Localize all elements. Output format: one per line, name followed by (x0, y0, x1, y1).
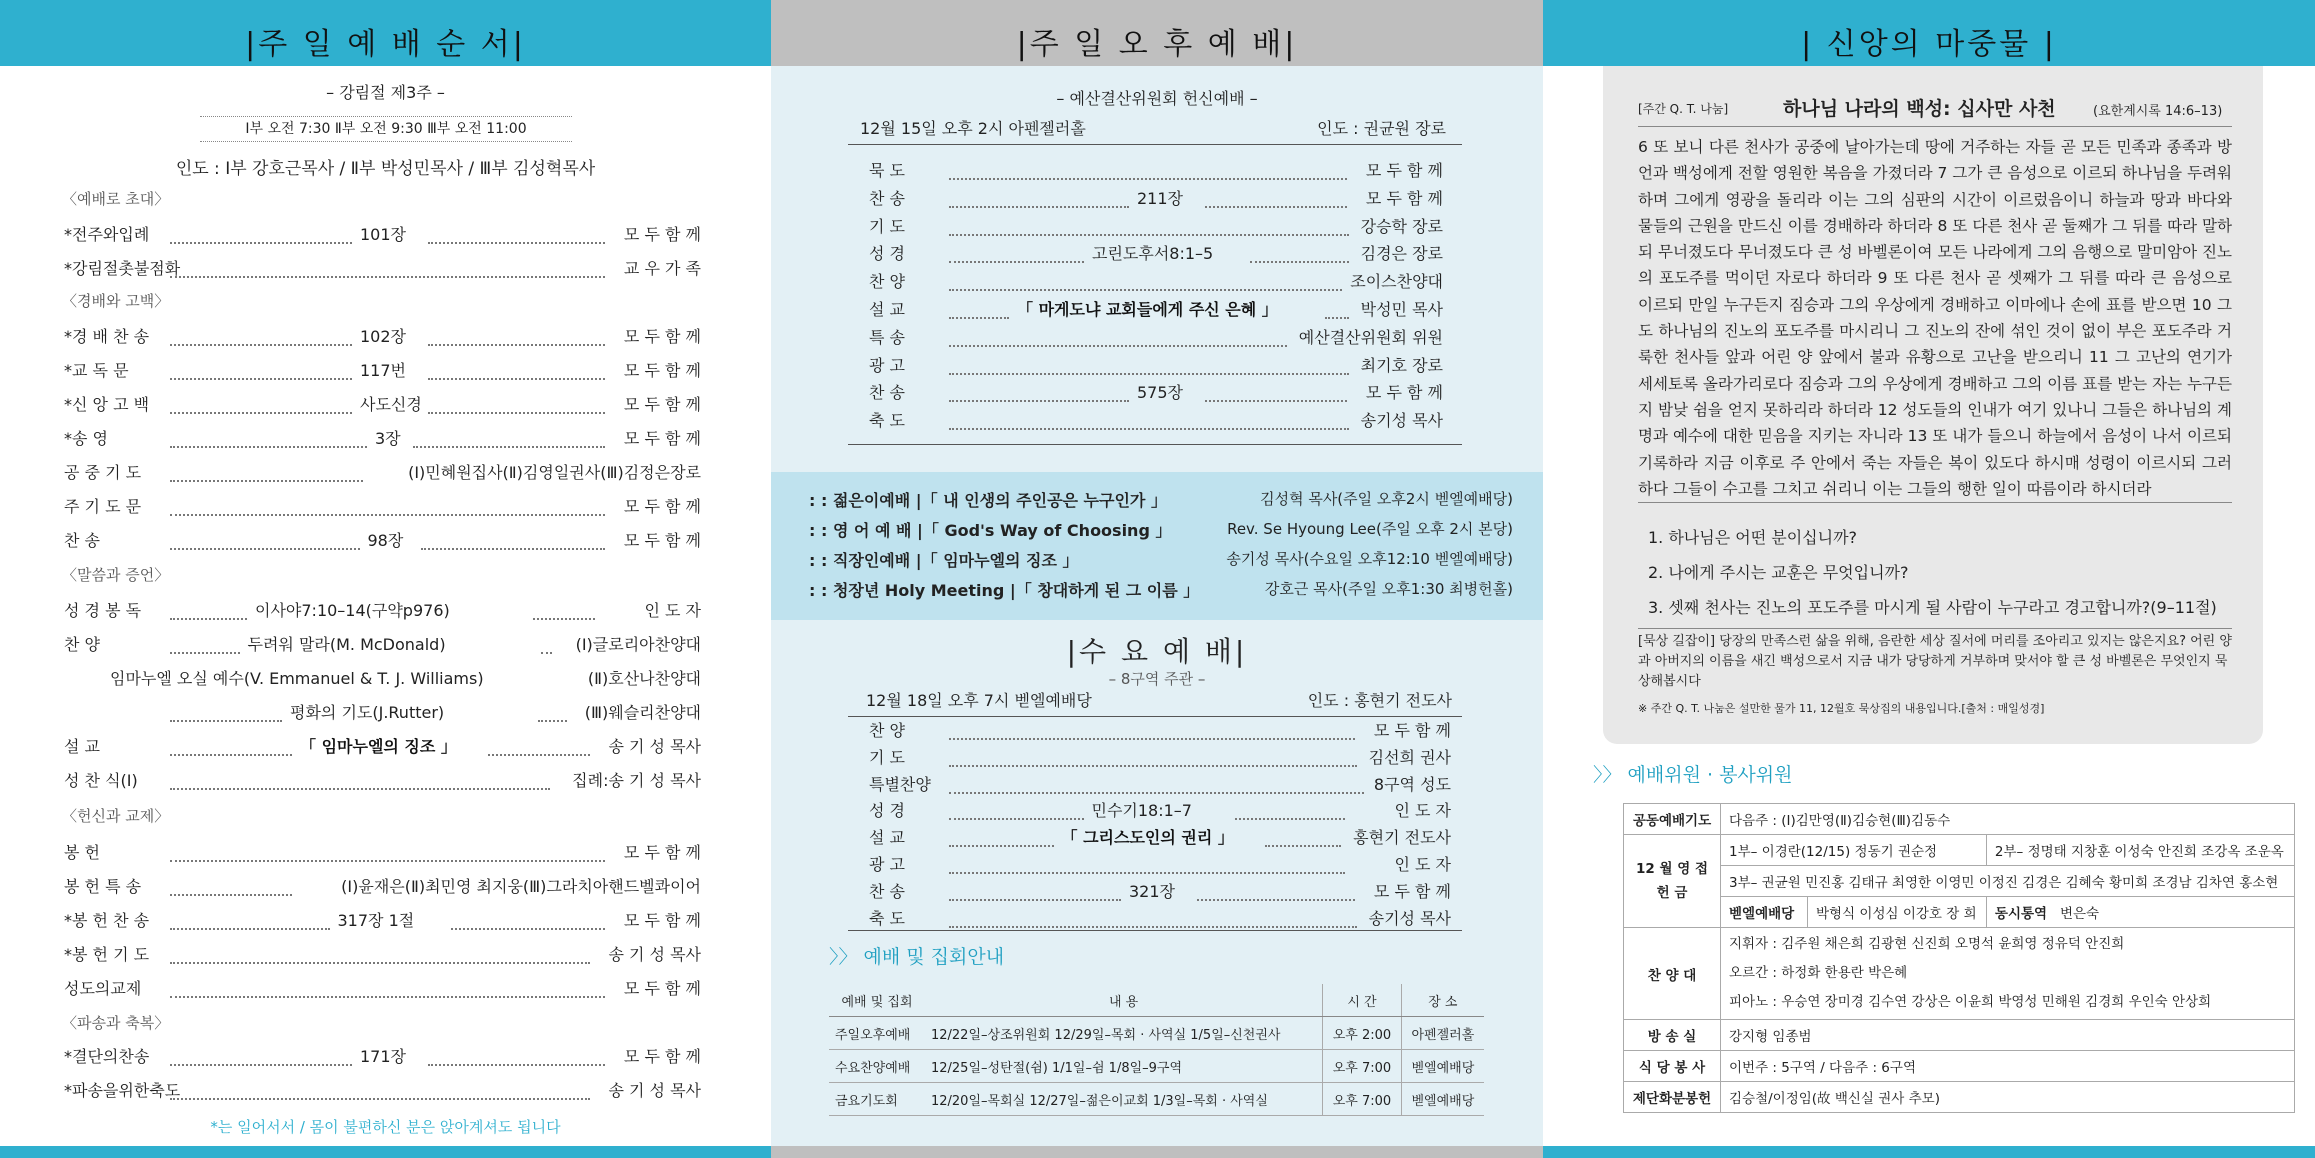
order-item-label: *전주와입례 (64, 225, 150, 244)
leader-dots (170, 598, 247, 620)
leader-dots (1265, 825, 1342, 847)
order-item (771, 408, 1543, 438)
order-item (0, 700, 771, 730)
divider (848, 930, 1462, 931)
leader-dots (949, 353, 1349, 375)
order-item-label: 찬 양 (869, 721, 905, 740)
order-item-detail: 「 그리스도인의 권리 」 (1061, 828, 1234, 848)
faith-title: | 신앙의 마중물 | (1543, 0, 2315, 66)
order-item-detail: 사도신경 (360, 395, 422, 414)
order-item-label: 묵 도 (869, 161, 905, 180)
standing-note: *는 일어서서 / 몸이 불편하신 분은 앉아계셔도 됩니다 (210, 1118, 561, 1136)
qt-box (1603, 66, 2263, 744)
order-item (0, 942, 771, 972)
order-item-label: 공 중 기 도 (64, 463, 142, 482)
order-item-label: *송 영 (64, 429, 108, 448)
order-item (0, 256, 771, 286)
schedule-cell: 아펜젤러홀 (1401, 1017, 1484, 1050)
leader-dots (949, 214, 1349, 236)
divider (1638, 502, 2232, 503)
qt-source: ※ 주간 Q. T. 나눔은 설만한 물가 11, 12월호 묵상집의 내용입니다.[출처 : 매일성경] (1638, 702, 2045, 715)
order-item-detail: 이사야7:10–14(구약p976) (255, 601, 450, 620)
order-item-person: 모 두 함 께 (623, 979, 701, 998)
leader-dots (949, 745, 1357, 767)
leader-dots (170, 494, 605, 516)
afternoon-datetime: 12월 15일 오후 2시 아펜젤러홀 (860, 119, 1086, 138)
order-item-person: 송 기 성 목사 (608, 945, 701, 964)
order-item (771, 158, 1543, 188)
order-item-person: 김선희 권사 (1368, 747, 1451, 767)
order-item (771, 353, 1543, 383)
youth-worship-item (809, 488, 1513, 516)
leader-dots (428, 392, 605, 414)
divider (1638, 126, 2232, 127)
order-item (0, 426, 771, 456)
youth-worship-item (809, 578, 1513, 606)
order-item-person: 김경은 장로 (1360, 244, 1443, 264)
order-item (771, 186, 1543, 216)
youth-worship-info: 강호근 목사(주일 오후1:30 최병헌홀) (1264, 580, 1513, 598)
bethel-label: 벧엘예배당 (1721, 897, 1808, 928)
order-item-label: 찬 양 (869, 272, 905, 292)
leader-dots (170, 874, 292, 896)
order-item-person: (Ⅰ)글로리아찬양대 (575, 635, 701, 654)
order-item (771, 745, 1543, 775)
leader-dots (1235, 798, 1346, 820)
leader-dots (413, 426, 605, 448)
column-faith-prime (1543, 0, 2315, 1158)
youth-worship-info: Rev. Se Hyoung Lee(주일 오후 2시 본당) (1227, 520, 1513, 538)
order-item-label: 기 도 (869, 216, 905, 236)
leader-dots (949, 718, 1355, 740)
leader-dots (170, 768, 550, 790)
order-item-label: 찬 양 (64, 635, 100, 654)
order-item-label: 찬 송 (869, 188, 905, 208)
schedule-header: 장 소 (1401, 984, 1484, 1017)
order-item-label: 설 교 (64, 737, 100, 756)
wednesday-title: |수 요 예 배| (1066, 635, 1248, 668)
order-item (0, 222, 771, 252)
schedule-cell: 벧엘예배당 (1401, 1083, 1484, 1116)
leader-dots (949, 772, 1364, 794)
order-item-label: 특별찬양 (869, 774, 931, 794)
section-word-testimony: 〈말씀과 증언〉 (62, 566, 170, 584)
youth-worship-info: 김성혁 목사(주일 오후2시 벧엘예배당) (1260, 490, 1513, 508)
schedule-cell: 벧엘예배당 (1401, 1050, 1484, 1083)
order-item (0, 324, 771, 354)
usher-2: 2부– 정명태 지창훈 이성숙 안진희 조강옥 조운옥 (1986, 835, 2294, 866)
order-item (0, 528, 771, 558)
order-item (0, 768, 771, 798)
order-item-person: 모 두 함 께 (623, 429, 701, 448)
leader-dots (1325, 297, 1349, 319)
choir-value (1721, 928, 2295, 1020)
schedule-cell: 12/20일–목회실 12/27일–젊은이교회 1/3일–목회 · 사역실 (925, 1083, 1323, 1116)
leader-dots (428, 358, 605, 380)
order-item (0, 494, 771, 524)
order-item-label: *경 배 찬 송 (64, 327, 150, 346)
order-item-person: 모 두 함 께 (1373, 881, 1451, 901)
kitchen-value: 이번주 : 5구역 / 다음주 : 6구역 (1721, 1051, 2295, 1082)
usher-1: 1부– 이경란(12/15) 정동기 권순정 (1721, 835, 1987, 866)
afternoon-info (848, 116, 1462, 145)
order-item-person: 모 두 함 께 (623, 361, 701, 380)
order-item (0, 392, 771, 422)
order-item-label: 찬 송 (869, 383, 905, 403)
order-item-label: *강림절촛불점화 (64, 259, 181, 278)
leader-dots (170, 528, 360, 550)
order-item (0, 1078, 771, 1108)
order-item-person: 송기성 목사 (1368, 908, 1451, 928)
order-item-label: *결단의찬송 (64, 1047, 150, 1066)
order-item-person: 최기호 장로 (1360, 355, 1443, 375)
order-item-detail: 임마누엘 오실 예수(V. Emmanuel & T. J. Williams) (110, 669, 484, 688)
choir-conductors: 지휘자 : 김주원 채은희 김광현 신진희 오명석 윤희영 정유덕 안진희 (1729, 936, 2125, 952)
order-item-person: (Ⅱ)호산나찬양대 (587, 669, 701, 688)
order-item-person: 인 도 자 (644, 601, 701, 620)
order-item-label: *봉 헌 찬 송 (64, 911, 150, 930)
order-item-detail: 171장 (360, 1047, 406, 1066)
leader-dots (170, 358, 352, 380)
leader-dots (428, 324, 605, 346)
order-item-label: *봉 헌 기 도 (64, 945, 150, 964)
schedule-cell: 오후 7:00 (1323, 1050, 1402, 1083)
order-item-detail: 98장 (367, 531, 404, 550)
advent-subtitle: – 강림절 제3주 – (326, 83, 445, 102)
schedule-row (829, 1083, 1484, 1116)
order-item-label: 주 기 도 문 (64, 497, 142, 516)
bethel-value: 박형식 이성심 이강호 장 희 (1808, 897, 1987, 928)
leader-dots (170, 908, 330, 930)
order-item-label: 성도의교제 (64, 979, 142, 998)
order-item (771, 772, 1543, 802)
order-item-detail: 고린도후서8:1–5 (1092, 244, 1214, 264)
schedule-cell: 금요기도회 (829, 1083, 925, 1116)
order-item (0, 1044, 771, 1074)
kitchen-label: 식 당 봉 사 (1624, 1051, 1721, 1082)
leader-dots (170, 632, 240, 654)
order-item (0, 632, 771, 662)
choir-organ: 오르간 : 하정화 한용란 박은혜 (1729, 965, 1908, 981)
leader-dots (949, 879, 1121, 901)
choir-label: 찬 양 대 (1624, 928, 1721, 1020)
qt-scripture: 6 또 보니 다른 천사가 공중에 날아가는데 땅에 거주하는 자들 곧 모든 민족과 종족과 방언과 백성에게 전할 영원한 복음을 가졌더라 7 그가 큰 음성으로 이르되 하나님을 두려워하며 그에게 영광을 돌리라 이는 그의 심판의 시간이 이르렀음이니 하늘과 땅과 바다와 물들의 근원을 만드신 이를 경배하라 하더라 8 또 다른 천사 곧 둘째가 그 뒤를 따라 말하되 무너졌도다 무너졌도다 큰 성 바벨론이여 모든 나라에게 그의 음행으로 말미암아 진노의 포도주를 먹이던 자로다 하더라 9 또 다른 천사 곧 셋째가 그 뒤를 따라 큰 음성으로 이르되 만일 누구든지 짐승과 그의 우상에게 경배하고 이마에나 손에 표를 받으면 10 그도 하나님의 진노의 포도주를 마시리니 그 진노의 잔에 섞인 것이 없이 부은 포도주라 거룩한 천사들 앞과 어린 양 앞에서 불과 유황으로 고난을 받으리니 11 그 고난의 연기가 세세토록 올라가리로다 짐승과 그의 우상에게 경배하고 그의 이름 표를 받는 자는 누구든지 밤낮 쉼을 얻지 못하리라 하더라 12 성도들의 인내가 여기 있나니 그들은 하나님의 계명과 예수에 대한 믿음을 지키는 자니라 13 또 내가 들으니 하늘에서 음성이 나서 이르되 기록하라 지금 이후로 주 안에서 죽는 자들은 복이 있도다 하시매 성령이 이르시되 그러하다 그들이 수고를 그치고 쉬리니 이는 그들의 행한 일이 따름이라 하시더라 (1638, 138, 2232, 498)
leader-dots (949, 852, 1345, 874)
order-item-detail: 민수기18:1–7 (1091, 801, 1192, 821)
order-item-person: 모 두 함 께 (1365, 161, 1443, 180)
order-item (0, 734, 771, 764)
order-item-detail: 「 마게도냐 교회들에게 주신 은혜 」 (1017, 300, 1278, 319)
order-item-detail: 두려워 말라(M. McDonald) (247, 635, 446, 654)
leader-dots (949, 186, 1129, 208)
usher-label: 12 월 영 접 헌 금 (1624, 835, 1721, 928)
youth-worship-title: : : 직장인예배 |「 임마누엘의 징조 」 (809, 551, 1079, 570)
order-item-label: *신 앙 고 백 (64, 395, 150, 414)
broadcast-value: 강지형 임종범 (1721, 1020, 2295, 1051)
order-item-detail: 「 임마누엘의 징조 」 (300, 737, 457, 756)
schedule-cell: 주일오후예배 (829, 1017, 925, 1050)
leader-dots (428, 1044, 605, 1066)
order-item-label: 찬 송 (64, 531, 100, 550)
meditation-guide: [묵상 길잡이] 당장의 만족스런 삶을 위해, 음란한 세상 질서에 머리를 조아리고 있지는 않은지요? 어린 양과 아버지의 이름을 새긴 백성으로서 지금 내가 당당하게 거부하며 맞서야 할 큰 성 바벨론은 무엇인지 묵상해봅시다 (1638, 634, 2232, 689)
order-item-person: 8구역 성도 (1373, 774, 1451, 794)
schedule-header: 시 간 (1323, 984, 1402, 1017)
order-item (771, 297, 1543, 327)
order-item (771, 852, 1543, 882)
order-item-label: 축 도 (869, 411, 905, 431)
footer-bar (0, 1146, 771, 1158)
leader-dots (949, 906, 1357, 928)
section-invitation: 〈예배로 초대〉 (62, 190, 170, 208)
order-item (0, 598, 771, 628)
order-item-label: 기 도 (869, 747, 905, 767)
order-item (771, 269, 1543, 299)
order-item-person: 조이스찬양대 (1350, 272, 1443, 292)
schedule-row (829, 1050, 1484, 1083)
order-item-person: 모 두 함 께 (1373, 721, 1451, 740)
order-item-detail: 317장 1절 (337, 911, 415, 930)
order-item-person: 송기성 목사 (1360, 411, 1443, 431)
order-item-label: *파송을위한축도 (64, 1081, 181, 1100)
leader-dots (541, 632, 552, 654)
prayer-value: 다음주 : (Ⅰ)김만영(Ⅱ)김승현(Ⅲ)김동수 (1721, 804, 2295, 835)
flower-label: 제단화분봉헌 (1624, 1082, 1721, 1113)
order-item (0, 908, 771, 938)
order-item (0, 666, 771, 696)
qt-tag: [주간 Q. T. 나눔] (1638, 102, 1729, 116)
order-item-person: 모 두 함 께 (623, 395, 701, 414)
order-item-person: 예산결산위원회 위원 (1298, 327, 1443, 347)
order-item-person: 모 두 함 께 (623, 1047, 701, 1066)
leader-dots (170, 222, 352, 244)
qt-question: 3. 셋째 천사는 진노의 포도주를 마시게 될 사람이 누구라고 경고합니까?(9–11절) (1648, 598, 2217, 617)
qt-questions (1648, 520, 2217, 625)
leader-dots (170, 460, 363, 482)
order-item-person: 홍현기 전도사 (1353, 828, 1451, 848)
divider (1638, 628, 2232, 629)
order-item-label: 성 경 봉 독 (64, 601, 142, 620)
flower-value: 김승철/이정임(故 백신실 권사 추모) (1721, 1082, 2295, 1113)
order-item-detail: 101장 (360, 225, 406, 244)
leader-dots (170, 840, 605, 862)
prayer-label: 공동예배기도 (1624, 804, 1721, 835)
sunday-leaders: 인도 : Ⅰ부 강호근목사 / Ⅱ부 박성민목사 / Ⅲ부 김성혁목사 (175, 159, 596, 179)
schedule-cell: 12/25일–성탄절(쉼) 1/1일–쉼 1/8일–9구역 (925, 1050, 1323, 1083)
order-item (0, 874, 771, 904)
order-item-label: 봉 헌 (64, 843, 100, 862)
schedule-cell: 오후 2:00 (1323, 1017, 1402, 1050)
wednesday-info (848, 688, 1462, 717)
order-item-person: 모 두 함 께 (623, 843, 701, 862)
order-item-detail: 102장 (360, 327, 406, 346)
footer-bar (771, 1146, 1543, 1158)
qt-question: 2. 나에게 주시는 교훈은 무엇입니까? (1648, 563, 1909, 582)
youth-worship-item (809, 548, 1513, 576)
leader-dots (170, 1044, 352, 1066)
leader-dots (1197, 879, 1355, 901)
order-item-person: 모 두 함 께 (623, 327, 701, 346)
choir-piano: 피아노 : 우승연 장미경 김수연 강상은 이윤희 박영성 민해원 김경희 우인숙 안상희 (1729, 994, 2212, 1010)
order-item-person: 모 두 함 께 (623, 497, 701, 516)
column-afternoon-worship (771, 0, 1543, 1158)
leader-dots (949, 158, 1347, 180)
qt-question: 1. 하나님은 어떤 분이십니까? (1648, 528, 1858, 547)
leader-dots (170, 1078, 590, 1100)
order-item (771, 906, 1543, 936)
order-item-person: 교 우 가 족 (623, 259, 701, 278)
schedule-table (829, 984, 1484, 1116)
leader-dots (170, 426, 367, 448)
order-item-person: (Ⅰ)윤재은(Ⅱ)최민영 최지웅(Ⅲ)그라치아핸드벨콰이어 (341, 877, 701, 896)
schedule-cell: 오후 7:00 (1323, 1083, 1402, 1116)
column-sunday-order (0, 0, 771, 1158)
order-item-person: 송 기 성 목사 (608, 1081, 701, 1100)
footer-bar (1543, 1146, 2315, 1158)
order-item-person: 모 두 함 께 (623, 531, 701, 550)
order-item-label: 찬 송 (869, 881, 905, 901)
leader-dots (1205, 186, 1347, 208)
order-item-person: 강승학 장로 (1360, 216, 1443, 236)
schedule-title: 〉〉 예배 및 집회안내 (829, 946, 1005, 968)
order-item (771, 825, 1543, 855)
leader-dots (949, 825, 1054, 847)
leader-dots (949, 408, 1349, 430)
sunday-order-title: |주 일 예 배 순 서| (0, 0, 771, 66)
leader-dots (949, 325, 1287, 347)
leader-dots (170, 976, 605, 998)
order-item-label: 설 교 (869, 828, 905, 848)
order-item-label: 특 송 (869, 327, 905, 347)
divider (848, 444, 1462, 445)
qt-reference: (요한계시록 14:6–13) (2093, 104, 2223, 119)
leader-dots (170, 256, 605, 278)
leader-dots (538, 700, 567, 722)
order-item-person: 모 두 함 께 (1365, 188, 1443, 208)
youth-worship-item (809, 518, 1513, 546)
order-item-person: 인 도 자 (1394, 801, 1451, 821)
section-offering-fellowship: 〈헌신과 교제〉 (62, 807, 170, 825)
order-item-label: 봉 헌 특 송 (64, 877, 142, 896)
sync-cell (1986, 897, 2294, 928)
leader-dots (421, 528, 606, 550)
order-item-label: *교 독 문 (64, 361, 129, 380)
leader-dots (949, 380, 1129, 402)
order-item-person: 박성민 목사 (1360, 300, 1443, 319)
order-item-person: 집례:송 기 성 목사 (572, 771, 701, 790)
order-item (0, 460, 771, 490)
order-item-label: 설 교 (869, 300, 905, 319)
order-item (771, 879, 1543, 909)
order-item-detail: 575장 (1137, 383, 1183, 403)
youth-worship-box (771, 472, 1543, 620)
schedule-cell: 수요찬양예배 (829, 1050, 925, 1083)
order-item-person: 인 도 자 (1394, 855, 1451, 874)
order-item-detail: 211장 (1137, 188, 1183, 208)
schedule-row (829, 1017, 1484, 1050)
order-item-detail: 117번 (360, 361, 406, 380)
order-item (0, 840, 771, 870)
order-item-detail: 평화의 기도(J.Rutter) (290, 703, 445, 722)
schedule-header: 예배 및 집회 (829, 984, 925, 1017)
order-item-person: (Ⅰ)민혜원집사(Ⅱ)김영일권사(Ⅲ)김정은장로 (408, 463, 701, 482)
order-item-label: 광 고 (869, 855, 905, 874)
leader-dots (170, 734, 292, 756)
order-item-label: 광 고 (869, 355, 905, 375)
wednesday-leader: 인도 : 홍현기 전도사 (1307, 691, 1452, 710)
leader-dots (170, 392, 352, 414)
youth-worship-title: : : 영 어 예 배 |「 God's Way of Choosing 」 (809, 521, 1172, 540)
order-item-person: 모 두 함 께 (623, 911, 701, 930)
order-item-detail: 3장 (375, 429, 401, 448)
leader-dots (170, 700, 282, 722)
leader-dots (170, 942, 590, 964)
order-item-person: (Ⅲ)웨슬리찬양대 (584, 703, 701, 722)
order-item (771, 241, 1543, 271)
leader-dots (170, 324, 352, 346)
afternoon-leader: 인도 : 권균원 장로 (1317, 119, 1446, 138)
schedule-cell: 12/22일–상조위원회 12/29일–목회 · 사역실 1/5일–신천권사 (925, 1017, 1323, 1050)
order-item-label: 성 찬 식(Ⅰ) (64, 771, 138, 790)
order-item-person: 모 두 함 께 (1365, 383, 1443, 403)
order-item (0, 976, 771, 1006)
youth-worship-title: : : 젊은이예배 |「 내 인생의 주인공은 누구인가 」 (809, 491, 1167, 510)
afternoon-subtitle: – 예산결산위원회 헌신예배 – (1056, 89, 1258, 108)
leader-dots (949, 798, 1084, 820)
leader-dots (451, 908, 606, 930)
usher-3: 3부– 권균원 민진홍 김태규 최영한 이영민 이정진 김경은 김혜숙 황미희 조경남 김차연 홍소현 (1721, 866, 2295, 897)
leader-dots (488, 734, 590, 756)
leader-dots (1205, 380, 1347, 402)
wednesday-datetime: 12월 18일 오후 7시 벧엘예배당 (866, 691, 1092, 710)
sync-label: 동시통역 (1994, 906, 2048, 922)
order-item (771, 718, 1543, 748)
leader-dots (533, 598, 595, 620)
order-item-person: 모 두 함 께 (623, 225, 701, 244)
qt-title: 하나님 나라의 백성: 십사만 사천 (1783, 98, 2056, 120)
order-item (771, 798, 1543, 828)
volunteer-table (1623, 803, 2295, 1113)
leader-dots (428, 222, 605, 244)
section-worship-confession: 〈경배와 고백〉 (62, 292, 170, 310)
order-item-label: 축 도 (869, 908, 905, 928)
schedule-header: 내 용 (925, 984, 1323, 1017)
section-sending-blessing: 〈파송과 축복〉 (62, 1014, 170, 1032)
leader-dots (1250, 241, 1349, 263)
youth-worship-title: : : 청장년 Holy Meeting |「 창대하게 된 그 이름 」 (809, 581, 1200, 600)
order-item (771, 380, 1543, 410)
order-item-label: 성 경 (869, 244, 905, 264)
wednesday-subtitle: – 8구역 주관 – (1108, 670, 1206, 688)
afternoon-title: |주 일 오 후 예 배| (771, 0, 1543, 66)
broadcast-label: 방 송 실 (1624, 1020, 1721, 1051)
order-item-detail: 321장 (1129, 881, 1175, 901)
service-times: Ⅰ부 오전 7:30 Ⅱ부 오전 9:30 Ⅲ부 오전 11:00 (200, 116, 572, 142)
order-item (771, 214, 1543, 244)
order-item (771, 325, 1543, 355)
youth-worship-info: 송기성 목사(수요일 오후12:10 벧엘예배당) (1226, 550, 1513, 568)
leader-dots (949, 269, 1342, 291)
order-item (0, 358, 771, 388)
leader-dots (949, 241, 1084, 263)
order-item-label: 성 경 (869, 801, 905, 821)
sync-value: 변은숙 (2059, 906, 2100, 922)
order-item-person: 송 기 성 목사 (608, 737, 701, 756)
leader-dots (949, 297, 1009, 319)
volunteer-title: 〉〉 예배위원 · 봉사위원 (1593, 764, 1793, 786)
